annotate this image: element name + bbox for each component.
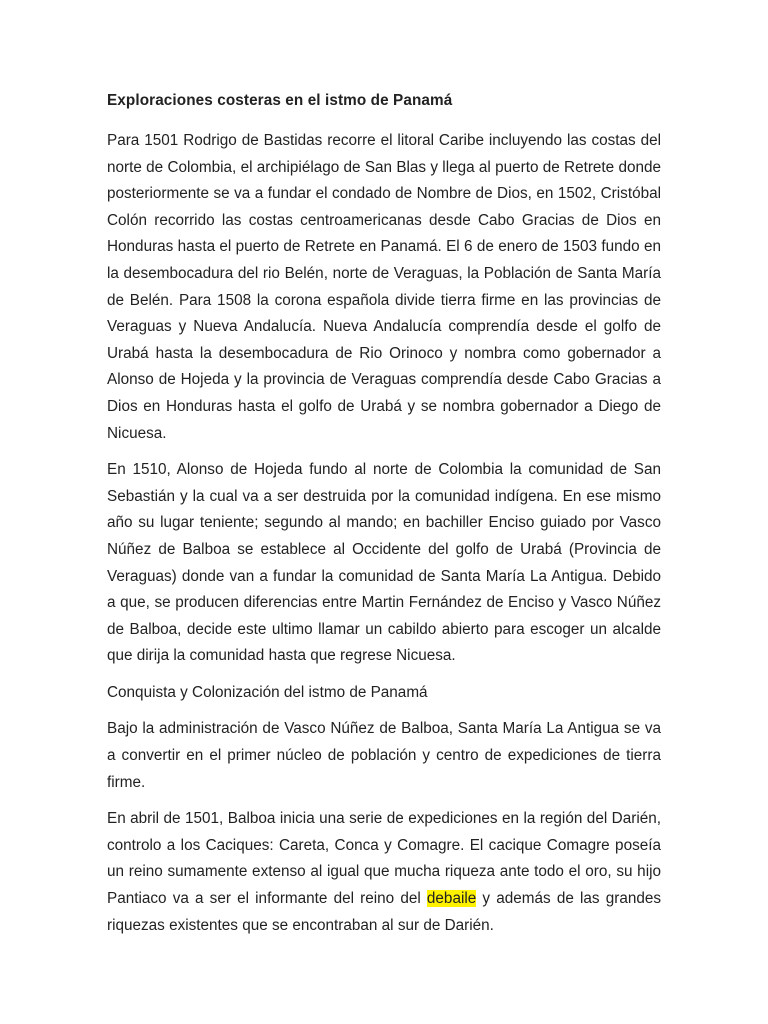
paragraph-bastidas: Para 1501 Rodrigo de Bastidas recorre el litoral Caribe incluyendo las costas del norte de Colombia, el archipiélago de San Blas y llega al puerto de Retrete donde posteriormente se va a fundar el condado de Nombre de Dios, en 1502, Cristóbal Colón recorrido las costas centroamericanas desde Cabo Gracias de Dios en Honduras hasta el puerto de Retrete en Panamá. El 6 de enero de 1503 fundo en la desembocadura del rio Belén, norte de Veraguas, la Población de Santa María de Belén. Para 1508 la corona española divide tierra firme en las provincias de Veraguas y Nueva Andalucía. Nueva Andalucía comprendía desde el golfo de Urabá hasta la desembocadura de Rio Orinoco y nombra como gobernador a Alonso de Hojeda y la provincia de Veraguas comprendía desde Cabo Gracias a Dios en Honduras hasta el golfo de Urabá y se nombra gobernador a Diego de Nicuesa. xyxy=(107,132,661,442)
paragraph-expediciones xyxy=(107,806,661,939)
paragraph-text-before: En abril de 1501, Balboa inicia una serie de expediciones en la región del Darién, controlo a los Caciques: Careta, Conca y Comagre. El cacique Comagre poseía un reino sumamente extenso al igual que mucha riqueza ante todo el oro, su hijo Pantiaco va a ser el informante del reino del xyxy=(107,810,661,908)
section-title: Exploraciones costeras en el istmo de Panamá xyxy=(107,92,453,109)
section-subheading: Conquista y Colonización del istmo de Panamá xyxy=(107,683,428,701)
paragraph-hojeda: En 1510, Alonso de Hojeda fundo al norte de Colombia la comunidad de San Sebastián y la cual va a ser destruida por la comunidad indígena. En ese mismo año su lugar teniente; segundo al mando; en bachiller Enciso guiado por Vasco Núñez de Balboa se establece al Occidente del golfo de Urabá (Provincia de Veraguas) donde van a fundar la comunidad de Santa María La Antigua. Debido a que, se producen diferencias entre Martin Fernández de Enciso y Vasco Núñez de Balboa, decide este ultimo llamar un cabildo abierto para escoger un alcalde que dirija la comunidad hasta que regrese Nicuesa. xyxy=(107,461,661,665)
paragraph-text-after: y además de las grandes riquezas existentes que se encontraban al sur de Darién. xyxy=(107,890,661,934)
paragraph-administracion: Bajo la administración de Vasco Núñez de Balboa, Santa María La Antigua se va a convertir en el primer núcleo de población y centro de expediciones de tierra firme. xyxy=(107,720,661,791)
highlighted-word: debaile xyxy=(426,890,477,908)
document-page xyxy=(107,88,661,949)
